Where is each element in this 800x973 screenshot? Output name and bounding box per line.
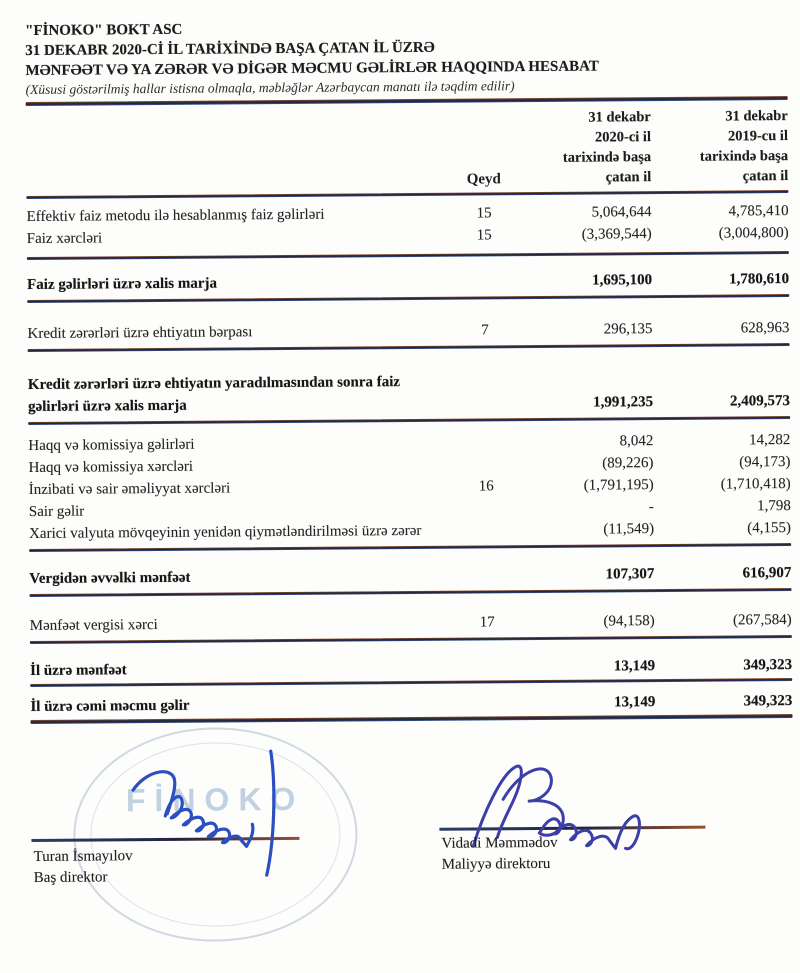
row-value-2019: 1,798 [757,498,791,515]
row-value-2020: 8,042 [619,433,654,450]
table-row-total [27,268,789,296]
row-value-2019: (267,584) [732,612,792,629]
row-label: Haqq və komissiya gəlirləri [28,436,195,454]
row-note-ref: 15 [476,205,492,222]
table-row-total [30,690,792,718]
row-value-2020: - [648,499,654,516]
row-note-ref [452,270,517,293]
table-row-total [29,562,791,590]
row-value-2020: 13,149 [613,658,656,675]
row-value-2019: 1,780,610 [729,271,790,288]
row-value-2019: (1,710,418) [720,476,791,493]
table-row [29,517,791,545]
row-label: İl üzrə cəmi məcmu gəlir [30,697,190,715]
document-content [25,15,794,973]
company-stamp-text: FİNOKO [125,780,305,819]
row-value-2020: (94,158) [603,613,655,630]
row-value-2020: 1,991,235 [592,394,654,411]
table-header-row [26,106,789,196]
row-label: İl üzrə mənfəət [30,662,127,679]
row-value-2020: (3,369,544) [581,226,652,243]
column-header-2020: 31 dekabr 2020-ci il tarixində başa çatan il [562,109,652,186]
row-label: Effektiv faiz metodu ilə hesablanmış faiz gəlirləri [26,206,325,225]
column-header-2019: 31 dekabr 2019-cu il tarixində başa çatan il [699,108,789,185]
table-row [30,609,792,637]
row-value-2019: 628,963 [740,320,790,337]
currency-note: (Xüsusi göstərilmiş hallar istisna olmaqla, məbləğlər Azərbaycan manatı ilə təqdim edilir) [25,78,515,98]
row-note-ref [455,692,520,715]
report-title: MƏNFƏƏT VƏ YA ZƏRƏR VƏ DİGƏR MƏCMU GƏLİRLƏR HAQQINDA HESABAT [25,58,599,80]
row-value-2020: 107,307 [605,566,655,583]
row-value-2019: 349,323 [743,692,793,710]
row-group-fees-expenses [28,425,791,549]
row-value-2020: 296,135 [603,321,653,338]
row-note-ref: 7 [481,322,489,339]
signature-section [31,719,795,973]
signatory-name-right: Vidadi Məmmədov [441,834,558,852]
signatory-title-left: Baş direktor [33,869,108,886]
row-label: Faiz gəlirləri üzrə xalis marja [27,275,218,293]
row-value-2019: 2,409,573 [729,393,791,410]
row-group-margin-after-provision [28,364,790,422]
row-value-2020: (1,791,195) [583,477,654,494]
signature-left-ink [119,747,305,883]
row-label: Haqq və komissiya xərcləri [28,458,194,476]
table-row [27,222,789,250]
row-value-2019: 4,785,410 [728,203,789,220]
row-label: Faiz xərcləri [26,230,103,247]
row-label: İnzibati və sair əməliyyat xərcləri [28,480,231,498]
report-period-title: 31 DEKABR 2020-Cİ İL TARİXİNDƏ BAŞA ÇATAN İL ÜZRƏ [25,39,435,60]
row-value-2019: (3,004,800) [718,225,789,242]
row-label: Sair gəlir [28,503,85,520]
row-label: Vergidən əvvəlki mənfəət [29,569,191,587]
row-label: Kredit zərərləri üzrə ehtiyatın yaradılmasından sonra faiz gəlirləri üzrə xalis marja [27,374,401,415]
table-row-total [30,654,792,682]
signatory-name-left: Turan İsmayılov [33,848,133,865]
row-value-2019: 14,282 [749,432,791,449]
row-label: Mənfəət vergisi xərci [29,616,158,634]
signatory-title-right: Maliyyə direktoru [441,855,551,873]
row-note-ref [453,431,518,454]
row-note-ref [455,656,520,679]
row-note-ref [453,414,518,415]
row-label: Xarici valyuta mövqeyinin yenidən qiymətləndirilməsi üzrə zərər [28,522,422,542]
row-value-2020: (11,549) [603,521,655,538]
row-note-ref: 17 [479,614,495,631]
row-value-2020: 1,695,100 [592,272,653,289]
row-note-ref [453,453,518,476]
company-name: "FİNOKO" BOKT ASC [25,21,183,40]
row-note-ref: 16 [478,478,494,495]
row-value-2019: (4,155) [747,520,792,537]
column-header-note: Qeyd [466,171,501,188]
row-value-2019: 616,907 [742,565,792,582]
row-note-ref [454,564,519,587]
row-note-ref: 15 [476,227,492,244]
table-header-spacer [26,189,451,192]
row-note-ref [454,541,519,542]
table-row [27,317,789,345]
row-value-2020: 13,149 [614,694,656,711]
row-value-2019: (94,173) [739,454,791,471]
document-header [25,15,788,99]
row-note-ref [454,497,519,520]
row-value-2019: 349,323 [743,656,793,674]
row-label: Kredit zərərləri üzrə ehtiyatın bərpası [27,324,253,342]
row-value-2020: (89,226) [602,455,654,472]
row-value-2020: 5,064,644 [591,204,652,221]
row-group-interest [26,193,788,257]
table-row-total [28,368,790,418]
